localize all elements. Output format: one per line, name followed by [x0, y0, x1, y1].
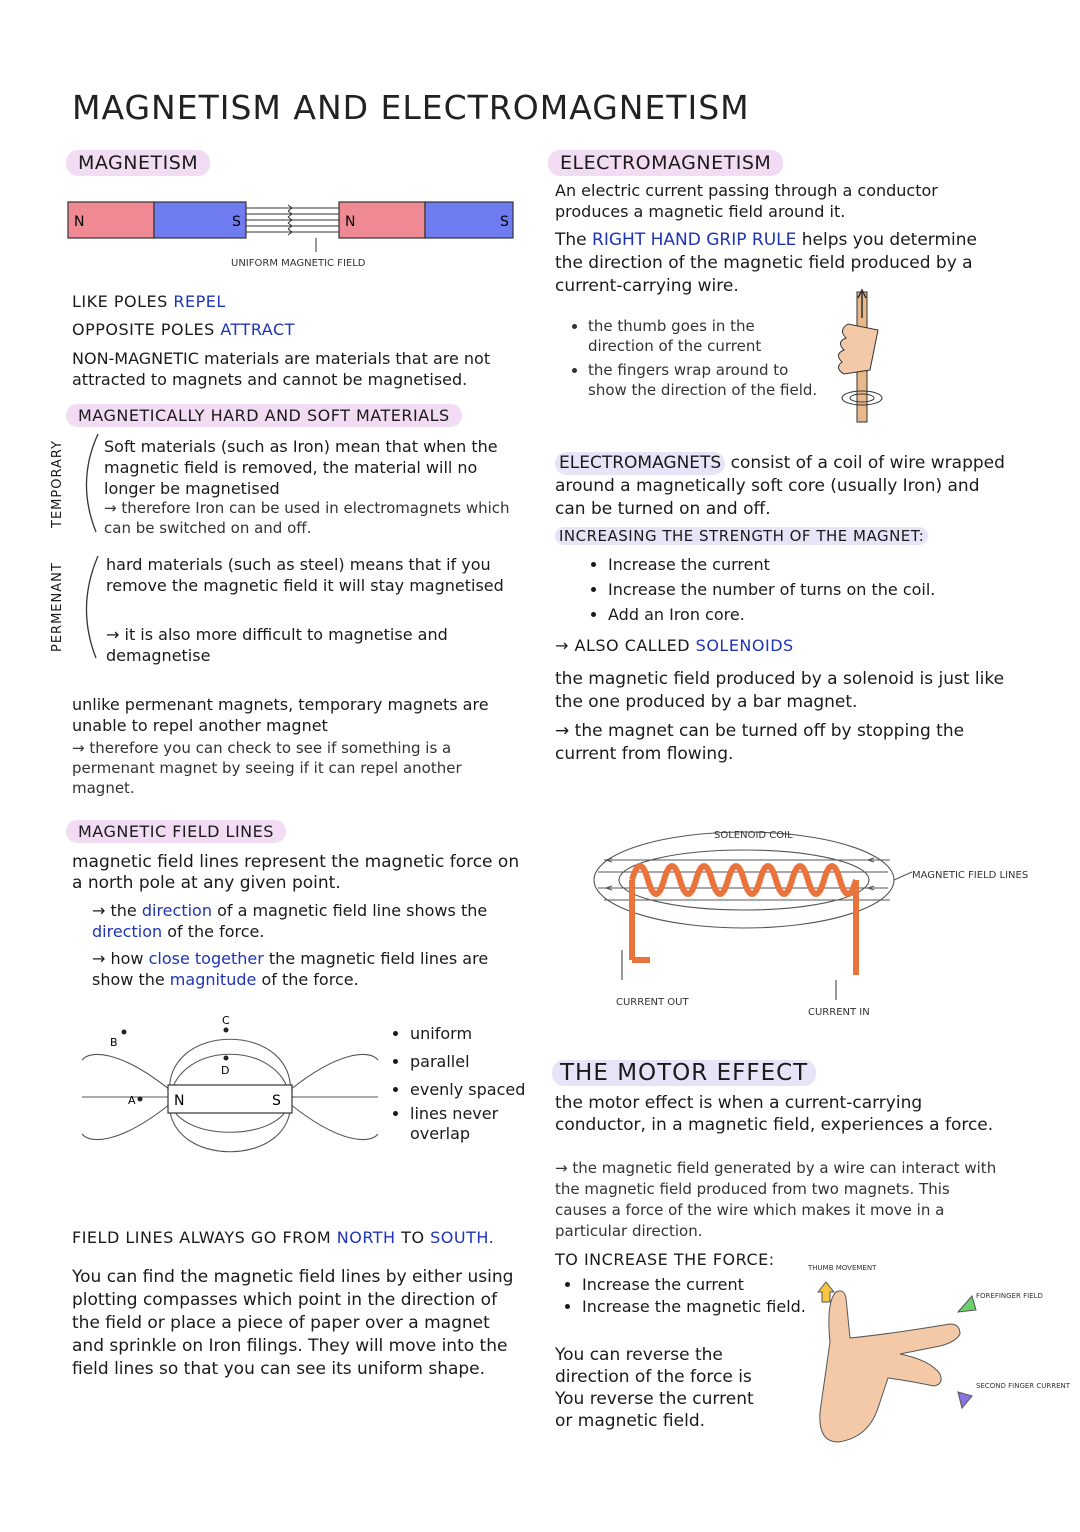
close-note: → how close together the magnetic field lines are show the magnitude of the force. [92, 949, 489, 989]
north-south-line: FIELD LINES ALWAYS GO FROM NORTH TO SOUTH. [72, 1228, 495, 1247]
thumb-label: THUMB MOVEMENT [808, 1264, 877, 1272]
unlike-text: unlike permenant magnets, temporary magnets are unable to repel another magnet [72, 695, 489, 735]
motor-note: → the magnetic field generated by a wire can interact with the magnetic field produced from two magnets. This causes a force of the wire which makes it move in a particular direction. [555, 1159, 997, 1240]
pole-s1: S [232, 214, 241, 230]
pole-n2: N [345, 214, 356, 230]
field-lines-text: magnetic field lines represent the magnetic force on a north pole at any given point. [72, 852, 520, 893]
hard-soft-heading: MAGNETICALLY HARD AND SOFT MATERIALS [66, 404, 462, 427]
em-text: An electric current passing through a conductor produces a magnetic field around it. [555, 181, 938, 221]
current-out-label: CURRENT OUT [616, 997, 689, 1008]
solenoid-coil-label: SOLENOID COIL [714, 830, 793, 841]
opposite-poles-line: OPPOSITE POLES ATTRACT [72, 320, 295, 339]
electromagnetism-heading: ELECTROMAGNETISM [548, 150, 783, 176]
permanent-label: PERMENANT [50, 562, 65, 652]
motor-text: the motor effect is when a current-carrying conductor, in a magnetic field, experiences a force. [555, 1093, 994, 1135]
also-called-line: → ALSO CALLED SOLENOIDS [555, 636, 794, 655]
like-poles-line: LIKE POLES REPEL [72, 292, 226, 311]
temporary-label: TEMPORARY [50, 440, 65, 528]
magnetism-heading: MAGNETISM [66, 150, 210, 176]
strength-point: • Add an Iron core. [608, 602, 1008, 627]
strength-points [588, 552, 1008, 627]
left-hand-rule-diagram [790, 1262, 1071, 1452]
diagram-n: N [174, 1093, 185, 1109]
forefinger-label: FOREFINGER FIELD [976, 1292, 1043, 1300]
increase-point: • Increase the current [582, 1274, 812, 1296]
grip-points [568, 316, 818, 400]
solenoid-text: the magnetic field produced by a solenoid is just like the one produced by a bar magnet. [555, 669, 1005, 712]
find-text: You can find the magnetic field lines by either using plotting compasses which point in the direction of the field or place a piece of paper over a magnet and sprinkle on Iron filings. They will move into the field lines so that you can see its uniform shape. [72, 1267, 514, 1379]
field-line-properties [390, 1020, 560, 1144]
point-b: B [110, 1036, 118, 1049]
point-d: D [221, 1064, 230, 1077]
soft-text: Soft materials (such as Iron) mean that when the magnetic field is removed, the material will no longer be magnetised [104, 437, 498, 498]
diagram-s: S [272, 1093, 281, 1109]
page-title: MAGNETISM AND ELECTROMAGNETISM [72, 88, 750, 127]
increase-points [562, 1274, 812, 1318]
current-in-label: CURRENT IN [808, 1007, 870, 1018]
solenoid-note: → the magnet can be turned off by stopping the current from flowing. [555, 721, 965, 764]
hard-text: hard materials (such as steel) means that if you remove the magnetic field it will stay magnetised [106, 555, 504, 595]
pole-s2: S [500, 214, 509, 230]
prop-item: • uniform [410, 1020, 560, 1048]
point-c: C [222, 1014, 230, 1027]
grip-point: • the fingers wrap around to show the direction of the field. [588, 360, 818, 400]
brackets [74, 432, 104, 662]
second-finger-label: SECOND FINGER CURRENT [976, 1382, 1071, 1390]
uniform-field-label: UNIFORM MAGNETIC FIELD [231, 258, 366, 269]
field-lines-diagram [80, 1010, 380, 1185]
prop-item: • parallel [410, 1048, 560, 1076]
increase-force-heading: TO INCREASE THE FORCE: [555, 1250, 775, 1269]
prop-item: • lines never overlap [410, 1104, 560, 1144]
grip-point: • the thumb goes in the direction of the current [588, 316, 818, 356]
unlike-note: → therefore you can check to see if something is a permenant magnet by seeing if it can repel another magnet. [72, 739, 462, 797]
motor-effect-heading: THE MOTOR EFFECT [552, 1060, 816, 1086]
hard-note: → it is also more difficult to magnetise and demagnetise [106, 625, 448, 665]
strength-point: • Increase the number of turns on the coil. [608, 577, 1008, 602]
electromagnets-text: ELECTROMAGNETS consist of a coil of wire wrapped around a magnetically soft core (usually Iron) and can be turned on and off. [555, 453, 1005, 519]
point-a: A [128, 1094, 136, 1107]
pole-n1: N [74, 214, 85, 230]
solenoid-diagram [594, 800, 1029, 1030]
non-magnetic-text: NON-MAGNETIC materials are materials that are not attracted to magnets and cannot be magnetised. [72, 349, 491, 389]
increase-point: • Increase the magnetic field. [582, 1296, 812, 1318]
field-lines-label: MAGNETIC FIELD LINES [912, 870, 1029, 881]
field-lines-heading: MAGNETIC FIELD LINES [66, 820, 286, 843]
bar-magnets-diagram [66, 196, 516, 274]
grip-rule-text: The RIGHT HAND GRIP RULE helps you determine the direction of the magnetic field produced by a current-carrying wire. [555, 230, 977, 296]
reverse-text: You can reverse the direction of the force is You reverse the current or magnetic field. [555, 1345, 754, 1431]
prop-item: • evenly spaced [410, 1076, 560, 1104]
strength-heading: INCREASING THE STRENGTH OF THE MAGNET: [555, 526, 928, 545]
soft-note: → therefore Iron can be used in electromagnets which can be switched on and off. [104, 499, 510, 537]
direction-note: → the direction of a magnetic field line shows the direction of the force. [92, 901, 488, 941]
strength-point: • Increase the current [608, 552, 1008, 577]
hand-grip-diagram [828, 288, 894, 428]
